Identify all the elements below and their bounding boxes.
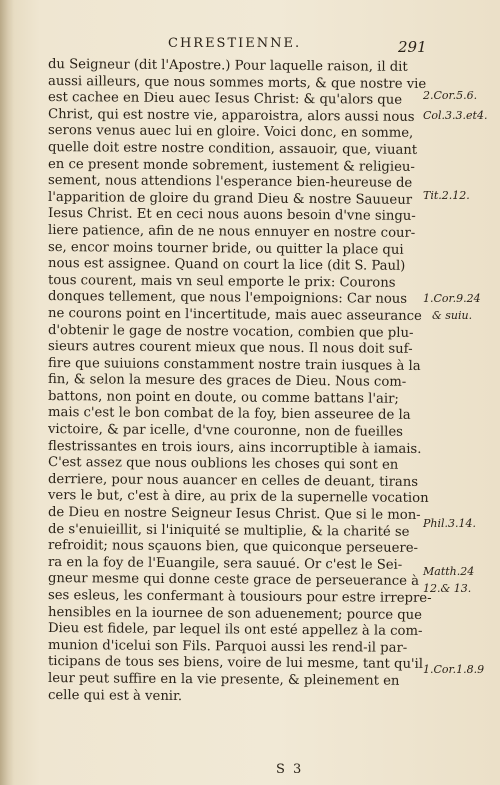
text-line: donques tellement, que nous l'empoignions: Car nous [47, 289, 408, 308]
text-line: C'est assez que nous oublions les choses qui sont en [47, 455, 399, 474]
text-line: se, encor moins tourner bride, ou quitter la place qui [47, 239, 404, 258]
text-line: fire que suiuions constamment nostre train iusques à la [47, 355, 421, 374]
signature-mark: S 3 [276, 762, 304, 777]
margin-note: & suiu. [432, 309, 473, 322]
text-line: hensibles en la iournee de son aduenement; pource que [47, 604, 423, 623]
text-line: tous courent, mais vn seul emporte le prix: Courons [47, 272, 396, 291]
text-line: liere patience, afin de ne nous ennuyer en nostre cour- [47, 222, 416, 241]
text-line: celle qui est à venir. [47, 687, 183, 704]
text-line: victoire, & par icelle, d'vne couronne, non de fueilles [47, 422, 404, 440]
margin-note: Tit.2.12. [423, 189, 470, 202]
body-text [47, 57, 432, 704]
margin-note: 1.Cor.1.8.9 [423, 663, 485, 676]
text-line: en ce present monde sobrement, iustement & religieu- [47, 156, 415, 175]
text-line: est cachee en Dieu auec Iesus Christ: & qu'alors que [47, 90, 403, 108]
text-line: ses esleus, les confermant à tousiours pour estre irrepre- [47, 588, 432, 607]
text-line: vers le but, c'est à dire, au prix de la supernelle vocation [47, 488, 429, 507]
text-line: serons venus auec lui en gloire. Voici donc, en somme, [47, 123, 414, 142]
text-line: quelle doit estre nostre condition, assauoir, que, viuant [47, 139, 418, 158]
text-line: munion d'icelui son Fils. Parquoi aussi les rend-il par- [47, 637, 408, 656]
margin-note: Phil.3.14. [423, 517, 477, 530]
text-line: aussi ailleurs, que nous sommes morts, & que nostre vie [47, 73, 427, 92]
page-number: 291 [398, 38, 427, 56]
text-line: gneur mesme qui donne ceste grace de perseuerance à [47, 571, 420, 590]
text-line: refroidit; nous sçauons bien, que quiconque perseuere- [47, 538, 419, 557]
margin-note: Col.3.3.et4. [423, 109, 488, 122]
margin-note: Matth.24 [423, 565, 475, 578]
text-line: flestrissantes en trois iours, ains incorruptible à iamais. [47, 438, 422, 457]
text-line: mais c'est le bon combat de la foy, bien asseuree de la [47, 405, 411, 424]
text-line: sement, nous attendions l'esperance bien-heureuse de [47, 173, 413, 192]
text-line: ticipans de tous ses biens, voire de lui mesme, tant qu'il [47, 654, 424, 673]
running-head: CHRESTIENNE. [168, 36, 302, 51]
margin-note: 1.Cor.9.24 [423, 292, 481, 305]
text-line: battons, non point en doute, ou comme battans l'air; [47, 388, 399, 407]
text-line: ne courons point en l'incertitude, mais auec asseurance [47, 305, 422, 324]
margin-note: 2.Cor.5.6. [423, 89, 478, 102]
text-line: d'obtenir le gage de nostre vocation, combien que plu- [47, 322, 414, 341]
text-line: leur peut suffire en la vie presente, & pleinement en [47, 670, 400, 689]
text-line: nous est assignee. Quand on court la lice (dit S. Paul) [47, 256, 406, 274]
text-line: derriere, pour nous auancer en celles de deuant, tirans [47, 471, 419, 490]
text-line: de s'enuieillit, si l'iniquité se multiplie, & la charité se [47, 521, 410, 540]
margin-note: 12.& 13. [423, 582, 472, 595]
text-line: sieurs autres courent mieux que nous. Il nous doit suf- [47, 339, 413, 357]
text-line: Dieu est fidele, par lequel ils ont esté appellez à la com- [47, 621, 423, 640]
text-line: Christ, qui est nostre vie, apparoistra, alors aussi nous [47, 106, 415, 125]
text-line: du Seigneur (dit l'Apostre.) Pour laquelle raison, il dit [47, 57, 408, 75]
page-gutter-shadow [0, 0, 14, 785]
text-line: ra en la foy de l'Euangile, sera sauué. Or c'est le Sei- [47, 554, 403, 573]
text-line: fin, & selon la mesure des graces de Dieu. Nous com- [47, 372, 407, 391]
text-line: Iesus Christ. Et en ceci nous auons besoin d'vne singu- [47, 206, 416, 225]
text-line: de Dieu en nostre Seigneur Iesus Christ. Que si le mon- [47, 505, 421, 523]
text-line: l'apparition de gloire du grand Dieu & nostre Sauueur [47, 189, 413, 208]
